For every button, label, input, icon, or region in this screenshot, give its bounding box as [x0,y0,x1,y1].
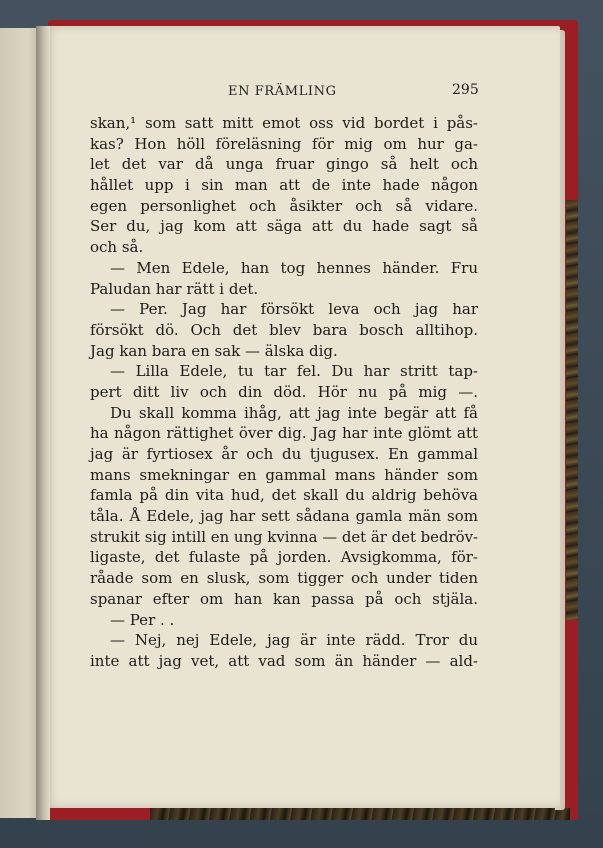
text-line: hållet upp i sin man att de inte hade någon [90,176,478,195]
text-line: — Lilla Edele, tu tar fel. Du har stritt tap- [110,362,478,381]
running-head: EN FRÄMLING [228,84,337,99]
text-line: ligaste, det fulaste på jorden. Avsigkomma, för- [90,548,478,567]
text-line: — Nej, nej Edele, jag är inte rädd. Tror du [110,631,478,650]
text-line: jag är fyrtiosex år och du tjugusex. En gammal [90,445,478,463]
body-text [90,113,478,672]
text-line: försökt dö. Och det blev bara bosch alltihop. [90,320,478,339]
text-line: skan,¹ som satt mitt emot oss vid bordet i pås- [90,114,478,132]
text-line: ha någon rättighet över dig. Jag har inte glömt att [90,424,478,443]
text-line: famla på din vita hud, det skall du aldrig behöva [90,486,478,505]
facing-page-edge [0,28,40,818]
text-line: tåla. Å Edele, jag har sett sådana gamla män som [90,507,478,526]
text-line: egen personlighet och åsikter och så vidare. [90,196,478,215]
text-line: Jag kan bara en sak — älska dig. [90,341,338,360]
text-line: Du skall komma ihåg, att jag inte begär att få [110,403,478,422]
text-line: råade som en slusk, som tigger och under tiden [90,569,478,588]
text-line: spanar efter om han kan passa på och stjäla. [90,589,478,608]
text-line: — Men Edele, han tog hennes händer. Fru [110,258,478,277]
text-line: pert ditt liv och din död. Hör nu på mig —. [90,382,478,401]
marbled-bottom-edge [150,808,570,820]
text-line: strukit sig intill en ung kvinna — det är det bedröv- [90,527,478,546]
text-line: kas? Hon höll föreläsning för mig om hur ga- [90,134,478,153]
marbled-edge [566,200,578,620]
text-line: Ser du, jag kom att säga att du hade sagt så [90,217,478,236]
text-line: — Per . . [110,610,175,629]
text-line: och så. [90,238,144,257]
text-line: Paludan har rätt i det. [90,279,259,298]
text-line: mans smekningar en gammal mans händer som [90,465,478,484]
page-number: 295 [452,82,479,98]
text-line: — Per. Jag har försökt leva och jag har [110,300,478,319]
text-line: let det var då unga fruar gingo så helt och [90,155,478,174]
text-line: inte att jag vet, att vad som än händer — ald- [90,651,478,670]
book-gutter [36,26,50,820]
